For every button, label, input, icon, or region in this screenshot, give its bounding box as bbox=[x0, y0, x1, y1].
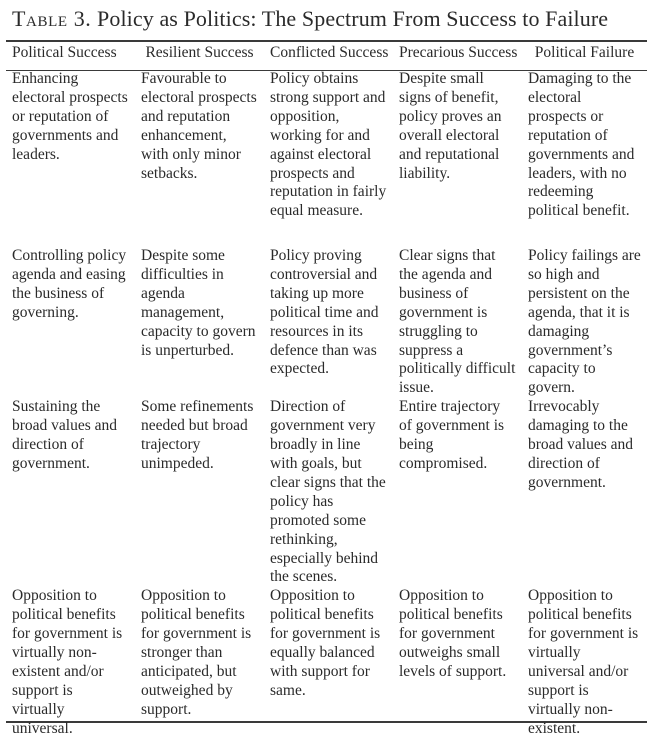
table-row bbox=[6, 70, 647, 247]
table-cell: Opposition to political benefits for government is equally balanced with support for same. bbox=[270, 587, 381, 699]
table-cell: Direction of government very broadly in line with goals, but clear signs that the policy has promoted some rethinking, especially behind the scenes. bbox=[270, 398, 386, 586]
table-cell: Policy obtains strong support and opposition, working for and against electoral prospects and reputation in fairly equal measure. bbox=[270, 70, 387, 220]
table-cell: Policy failings are so high and persistent on the agenda, that it is damaging government’s capacity to govern. bbox=[528, 247, 641, 397]
table-cell: Irrevocably damaging to the broad values and direction of government. bbox=[528, 398, 634, 491]
column-header: Political Failure bbox=[534, 44, 635, 61]
table-cell: Despite small signs of benefit, policy proves an overall electoral and reputational liability. bbox=[399, 70, 502, 182]
table-row bbox=[6, 587, 647, 738]
column-header: Resilient Success bbox=[145, 44, 254, 61]
table-cell: Opposition to political benefits for government is virtually universal and/or support is virtually non-existent. bbox=[528, 587, 639, 737]
table-cell: Opposition to political benefits for government is stronger than anticipated, but outweighed by support. bbox=[141, 587, 252, 718]
table-cell: Favourable to electoral prospects and reputation enhancement, with only minor setbacks. bbox=[141, 70, 257, 182]
table-cell: Policy proving controversial and taking up more political time and resources in its defence than was expected. bbox=[270, 247, 379, 378]
table-row bbox=[6, 247, 647, 398]
table-number: Table 3. bbox=[12, 6, 92, 31]
spectrum-table bbox=[6, 40, 647, 739]
table-caption bbox=[12, 6, 608, 32]
table-cell: Opposition to political benefits for government outweighs small levels of support. bbox=[399, 587, 507, 680]
column-header: Conflicted Success bbox=[270, 44, 389, 61]
table-cell: Damaging to the electoral prospects or reputation of governments and leaders, with no redeeming political benefit. bbox=[528, 70, 635, 220]
column-header: Precarious Success bbox=[399, 44, 518, 61]
table-cell: Enhancing electoral prospects or reputation of governments and leaders. bbox=[12, 70, 128, 163]
table-row bbox=[6, 398, 647, 587]
table-cell: Opposition to political benefits for government is virtually non-existent and/or support is virtually universal. bbox=[12, 587, 123, 737]
table-cell: Some refinements needed but broad trajectory unimpeded. bbox=[141, 398, 254, 472]
table-cell: Entire trajectory of government is being compromised. bbox=[399, 398, 505, 472]
table-cell: Clear signs that the agenda and business of government is struggling to suppress a politically difficult issue. bbox=[399, 247, 516, 397]
table-cell: Despite some difficulties in agenda management, capacity to govern is unperturbed. bbox=[141, 247, 256, 359]
column-header: Political Success bbox=[12, 44, 117, 61]
header-row bbox=[6, 40, 647, 70]
table-title: Policy as Politics: The Spectrum From Success to Failure bbox=[97, 6, 609, 31]
table-cell: Controlling policy agenda and easing the business of governing. bbox=[12, 247, 127, 321]
table-cell: Sustaining the broad values and direction of government. bbox=[12, 398, 118, 472]
